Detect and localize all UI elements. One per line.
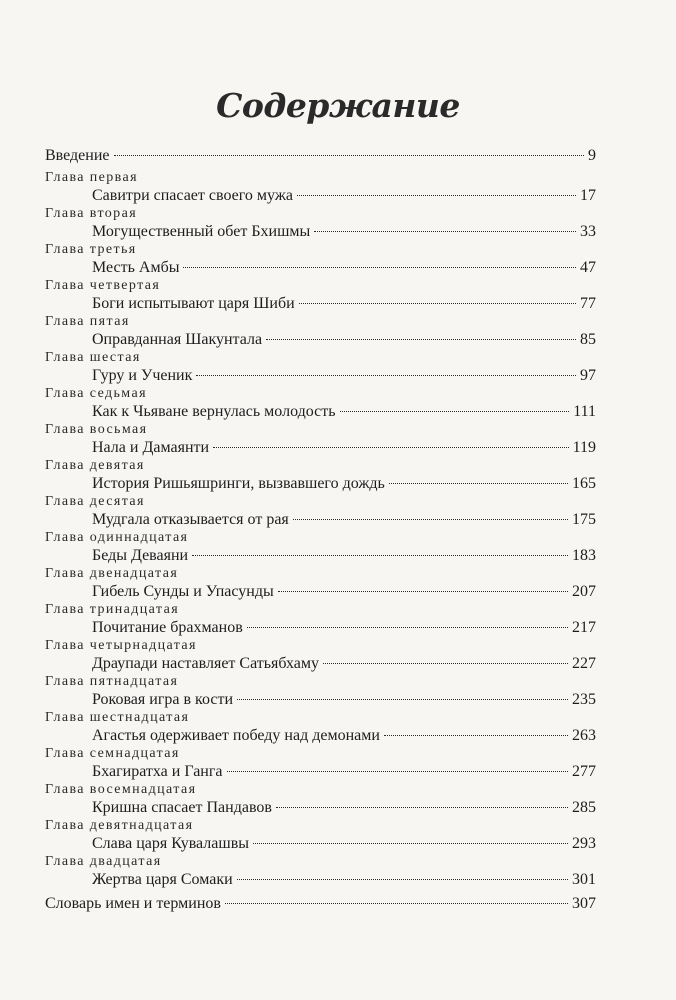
chapter-title: Драупади наставляет Сатьябхаму bbox=[92, 655, 319, 672]
toc-chapter-entry[interactable] bbox=[45, 458, 596, 494]
toc-chapter-entry[interactable] bbox=[45, 350, 596, 386]
table-of-contents bbox=[45, 146, 596, 914]
chapter-line bbox=[45, 690, 596, 710]
dot-leader bbox=[278, 591, 568, 592]
dot-leader bbox=[293, 519, 568, 520]
chapter-label: Глава седьмая bbox=[45, 386, 147, 401]
toc-entry-page: 307 bbox=[572, 895, 596, 912]
chapter-page-number: 33 bbox=[580, 223, 596, 240]
chapter-page-number: 77 bbox=[580, 295, 596, 312]
chapter-title: Савитри спасает своего мужа bbox=[92, 187, 293, 204]
chapter-line bbox=[45, 366, 596, 386]
toc-entry-page: 9 bbox=[588, 147, 596, 164]
toc-chapter-entry[interactable] bbox=[45, 818, 596, 854]
dot-leader bbox=[227, 771, 568, 772]
chapter-page-number: 111 bbox=[573, 403, 596, 420]
chapter-page-number: 47 bbox=[580, 259, 596, 276]
chapter-label: Глава четырнадцатая bbox=[45, 638, 197, 653]
chapter-line bbox=[45, 618, 596, 638]
chapter-line bbox=[45, 798, 596, 818]
chapter-page-number: 235 bbox=[572, 691, 596, 708]
chapter-line bbox=[45, 510, 596, 530]
chapter-line bbox=[45, 762, 596, 782]
chapter-label: Глава десятая bbox=[45, 494, 145, 509]
dot-leader bbox=[384, 735, 568, 736]
chapter-label: Глава девятнадцатая bbox=[45, 818, 194, 833]
chapter-label: Глава восьмая bbox=[45, 422, 148, 437]
chapter-title: История Ришьяшринги, вызвавшего дождь bbox=[92, 475, 385, 492]
dot-leader bbox=[237, 879, 568, 880]
chapter-title: Могущественный обет Бхишмы bbox=[92, 223, 311, 240]
dot-leader bbox=[323, 663, 568, 664]
dot-leader bbox=[196, 375, 576, 376]
chapter-label: Глава вторая bbox=[45, 206, 138, 221]
chapter-title: Гуру и Ученик bbox=[92, 367, 193, 384]
chapter-line bbox=[45, 726, 596, 746]
chapter-page-number: 293 bbox=[572, 835, 596, 852]
chapter-line bbox=[45, 402, 596, 422]
chapter-page-number: 207 bbox=[572, 583, 596, 600]
chapter-page-number: 97 bbox=[580, 367, 596, 384]
chapter-label: Глава одиннадцатая bbox=[45, 530, 189, 545]
toc-chapter-entry[interactable] bbox=[45, 566, 596, 602]
chapter-line bbox=[45, 222, 596, 242]
dot-leader bbox=[266, 339, 576, 340]
chapter-line bbox=[45, 186, 596, 206]
chapter-title: Слава царя Кувалашвы bbox=[92, 835, 249, 852]
toc-chapter-entry[interactable] bbox=[45, 674, 596, 710]
toc-chapter-entry[interactable] bbox=[45, 710, 596, 746]
chapter-line bbox=[45, 582, 596, 602]
toc-chapter-entry[interactable] bbox=[45, 386, 596, 422]
chapter-label: Глава двадцатая bbox=[45, 854, 162, 869]
chapter-label: Глава девятая bbox=[45, 458, 145, 473]
page-title: Содержание bbox=[216, 86, 460, 125]
chapter-line bbox=[45, 258, 596, 278]
chapter-title: Мудгала отказывается от рая bbox=[92, 511, 289, 528]
chapter-label: Глава пятая bbox=[45, 314, 130, 329]
chapter-title: Оправданная Шакунтала bbox=[92, 331, 263, 348]
dot-leader bbox=[340, 411, 570, 412]
chapter-line bbox=[45, 870, 596, 890]
chapter-title: Жертва царя Сомаки bbox=[92, 871, 233, 888]
chapter-page-number: 175 bbox=[572, 511, 596, 528]
chapter-label: Глава шестнадцатая bbox=[45, 710, 190, 725]
chapter-title: Беды Деваяни bbox=[92, 547, 189, 564]
toc-entry-glossary[interactable] bbox=[45, 894, 596, 914]
dot-leader bbox=[114, 155, 585, 156]
toc-chapter-entry[interactable] bbox=[45, 494, 596, 530]
chapter-title: Кришна спасает Пандавов bbox=[92, 799, 272, 816]
toc-chapter-entry[interactable] bbox=[45, 422, 596, 458]
chapter-title: Гибель Сунды и Упасунды bbox=[92, 583, 274, 600]
dot-leader bbox=[225, 903, 568, 904]
chapter-page-number: 183 bbox=[572, 547, 596, 564]
chapter-label: Глава восемнадцатая bbox=[45, 782, 197, 797]
dot-leader bbox=[299, 303, 576, 304]
chapter-page-number: 277 bbox=[572, 763, 596, 780]
chapter-label: Глава шестая bbox=[45, 350, 141, 365]
chapter-page-number: 119 bbox=[572, 439, 596, 456]
chapter-line bbox=[45, 474, 596, 494]
dot-leader bbox=[253, 843, 568, 844]
chapter-page-number: 217 bbox=[572, 619, 596, 636]
chapter-line bbox=[45, 834, 596, 854]
chapter-label: Глава первая bbox=[45, 170, 138, 185]
toc-chapter-entry[interactable] bbox=[45, 746, 596, 782]
dot-leader bbox=[213, 447, 569, 448]
toc-entry-title: Введение bbox=[45, 147, 110, 164]
chapter-page-number: 227 bbox=[572, 655, 596, 672]
chapter-label: Глава семнадцатая bbox=[45, 746, 180, 761]
chapter-label: Глава пятнадцатая bbox=[45, 674, 179, 689]
chapter-page-number: 285 bbox=[572, 799, 596, 816]
chapter-page-number: 85 bbox=[580, 331, 596, 348]
chapter-title: Бхагиратха и Ганга bbox=[92, 763, 223, 780]
chapter-title: Почитание брахманов bbox=[92, 619, 243, 636]
chapter-page-number: 17 bbox=[580, 187, 596, 204]
chapter-label: Глава четвертая bbox=[45, 278, 161, 293]
chapter-label: Глава третья bbox=[45, 242, 137, 257]
dot-leader bbox=[237, 699, 568, 700]
toc-entry-title: Словарь имен и терминов bbox=[45, 895, 221, 912]
toc-chapter-entry[interactable] bbox=[45, 638, 596, 674]
chapter-title: Агастья одерживает победу над демонами bbox=[92, 727, 380, 744]
toc-chapter-entry[interactable] bbox=[45, 206, 596, 242]
chapter-title: Как к Чьяване вернулась молодость bbox=[92, 403, 336, 420]
chapter-line bbox=[45, 330, 596, 350]
chapter-line bbox=[45, 438, 596, 458]
chapter-line bbox=[45, 654, 596, 674]
dot-leader bbox=[247, 627, 568, 628]
toc-chapter-entry[interactable] bbox=[45, 602, 596, 638]
chapter-title: Боги испытывают царя Шиби bbox=[92, 295, 295, 312]
chapter-line bbox=[45, 546, 596, 566]
chapter-title: Нала и Дамаянти bbox=[92, 439, 210, 456]
chapter-title: Месть Амбы bbox=[92, 259, 180, 276]
toc-chapter-entry[interactable] bbox=[45, 314, 596, 350]
toc-chapter-entry[interactable] bbox=[45, 782, 596, 818]
dot-leader bbox=[192, 555, 568, 556]
chapter-label: Глава тринадцатая bbox=[45, 602, 180, 617]
chapter-line bbox=[45, 294, 596, 314]
toc-chapter-entry[interactable] bbox=[45, 530, 596, 566]
toc-entry-intro[interactable] bbox=[45, 146, 596, 166]
toc-chapter-entry[interactable] bbox=[45, 278, 596, 314]
chapter-title: Роковая игра в кости bbox=[92, 691, 234, 708]
dot-leader bbox=[276, 807, 568, 808]
dot-leader bbox=[389, 483, 568, 484]
toc-chapter-entry[interactable] bbox=[45, 170, 596, 206]
toc-chapter-entry[interactable] bbox=[45, 242, 596, 278]
dot-leader bbox=[314, 231, 576, 232]
dot-leader bbox=[297, 195, 576, 196]
chapter-list bbox=[45, 170, 596, 890]
chapter-page-number: 301 bbox=[572, 871, 596, 888]
dot-leader bbox=[183, 267, 576, 268]
chapter-label: Глава двенадцатая bbox=[45, 566, 179, 581]
toc-chapter-entry[interactable] bbox=[45, 854, 596, 890]
chapter-page-number: 165 bbox=[572, 475, 596, 492]
chapter-page-number: 263 bbox=[572, 727, 596, 744]
